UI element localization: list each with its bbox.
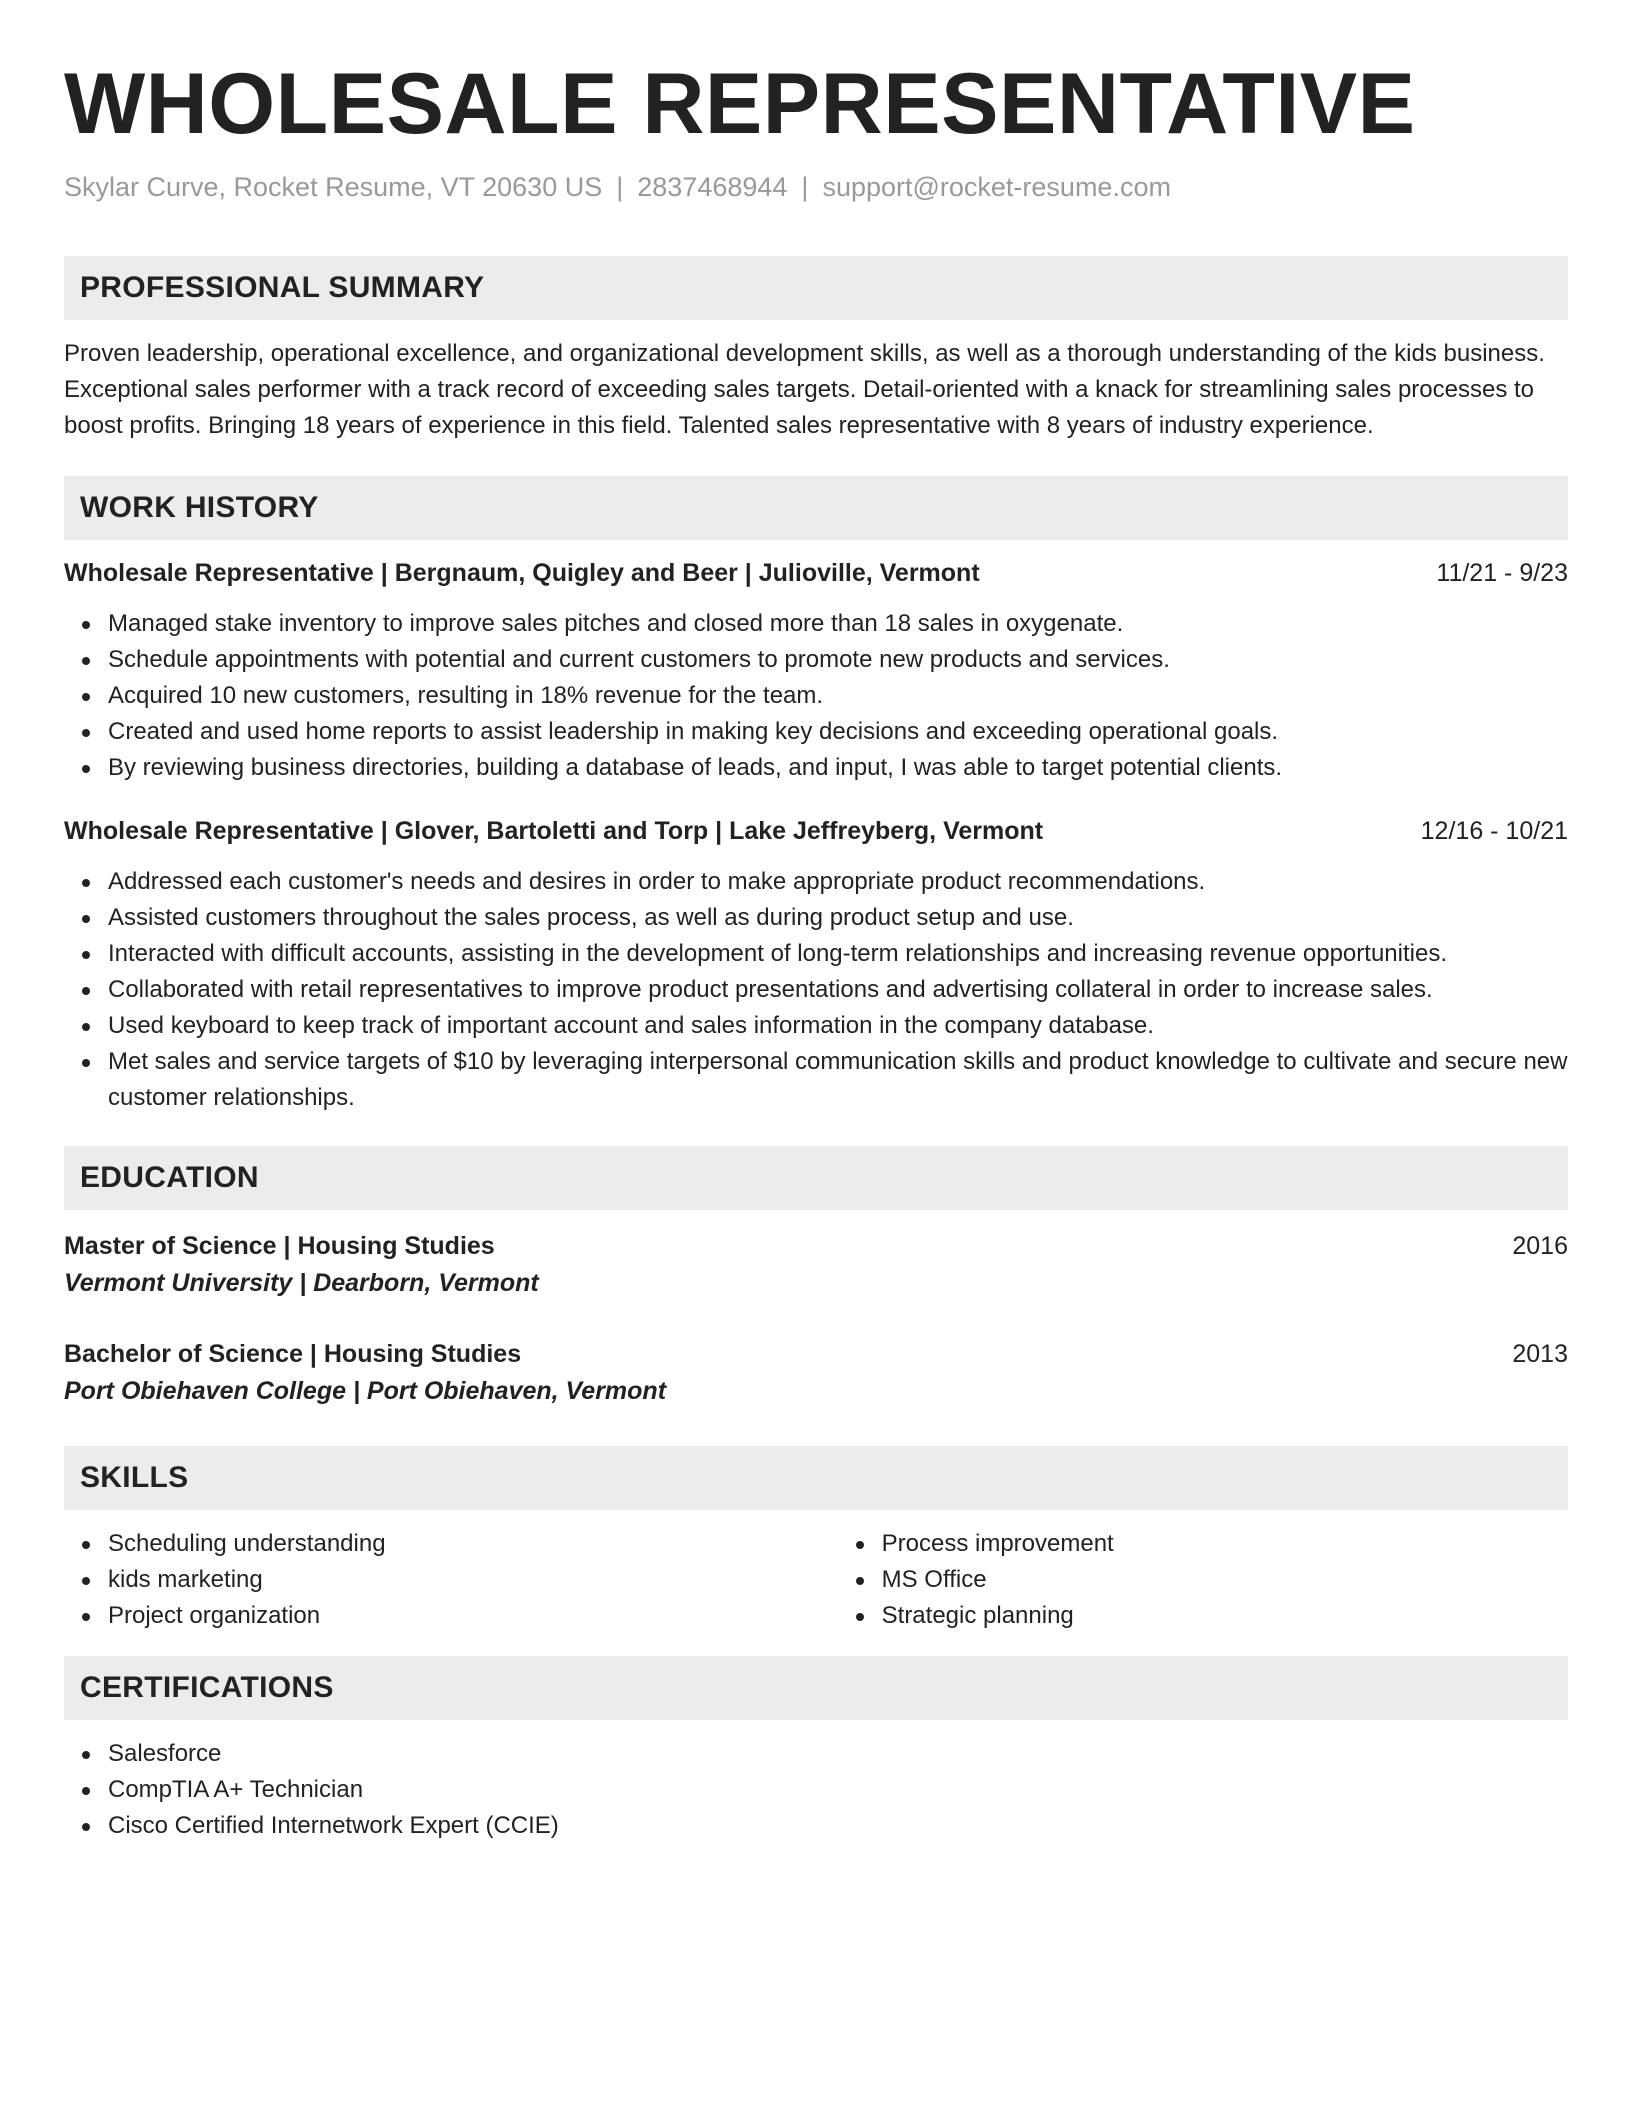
job-header — [64, 814, 1568, 848]
job-duty-item: By reviewing business directories, building a database of leads, and input, I was able to target potential clients. — [108, 750, 1568, 786]
section-heading-work-history: WORK HISTORY — [64, 476, 1568, 540]
skills-list-right — [838, 1526, 1568, 1634]
skills-grid — [64, 1526, 1568, 1634]
education-school: Vermont University | Dearborn, Vermont — [64, 1269, 539, 1297]
resume-name: WHOLESALE REPRESENTATIVE — [64, 56, 1416, 152]
section-heading-education: EDUCATION — [64, 1146, 1568, 1210]
summary-text: Proven leadership, operational excellence, and organizational development skills, as well as a thorough understanding of the kids business. Exceptional sales performer with a track record of exceeding sales targets. Detail-oriented with a knack for streamlining sales processes to boost profits. Bringing 18 years of experience in this field. Talented sales representative with 8 years of industry experience. — [64, 340, 1545, 439]
education-school: Port Obiehaven College | Port Obiehaven, Vermont — [64, 1377, 667, 1405]
contact-email: support@rocket-resume.com — [822, 172, 1171, 202]
section-heading-summary: PROFESSIONAL SUMMARY — [64, 256, 1568, 320]
skills-list-left — [64, 1526, 838, 1634]
certification-item: Cisco Certified Internetwork Expert (CCIE) — [108, 1808, 1568, 1844]
job-dates: 11/21 - 9/23 — [1436, 559, 1568, 587]
certification-item: Salesforce — [108, 1736, 1568, 1772]
contact-phone: 2837468944 — [637, 172, 788, 202]
education-year: 2016 — [1512, 1232, 1568, 1260]
education-degree: Bachelor of Science | Housing Studies — [64, 1340, 522, 1368]
certifications-list — [64, 1736, 1568, 1844]
section-heading-skills: SKILLS — [64, 1446, 1568, 1510]
job-duty-item: Used keyboard to keep track of important account and sales information in the company database. — [108, 1008, 1568, 1044]
contact-address: Skylar Curve, Rocket Resume, VT 20630 US — [64, 172, 603, 202]
job-duty-item: Managed stake inventory to improve sales pitches and closed more than 18 sales in oxygenate. — [108, 606, 1568, 642]
job-duty-item: Assisted customers throughout the sales process, as well as during product setup and use. — [108, 900, 1568, 936]
contact-separator: | — [801, 172, 809, 202]
job-title: Wholesale Representative | Glover, Bartoletti and Torp | Lake Jeffreyberg, Vermont — [64, 817, 1044, 845]
skill-item: Scheduling understanding — [108, 1526, 838, 1562]
education-entry-header — [64, 1336, 1568, 1372]
job-duty-item: Interacted with difficult accounts, assisting in the development of long-term relationships and increasing revenue opportunities. — [108, 936, 1568, 972]
job-duties-list — [64, 606, 1568, 786]
contact-separator: | — [616, 172, 624, 202]
job-header — [64, 556, 1568, 590]
job-dates: 12/16 - 10/21 — [1420, 817, 1568, 845]
job-duty-item: Met sales and service targets of $10 by leveraging interpersonal communication skills and product knowledge to cultivate and secure new customer relationships. — [108, 1044, 1568, 1116]
certification-item: CompTIA A+ Technician — [108, 1772, 1568, 1808]
job-title: Wholesale Representative | Bergnaum, Quigley and Beer | Julioville, Vermont — [64, 559, 980, 587]
skill-item: Project organization — [108, 1598, 838, 1634]
skill-item: kids marketing — [108, 1562, 838, 1598]
job-duty-item: Collaborated with retail representatives to improve product presentations and advertising collateral in order to increase sales. — [108, 972, 1568, 1008]
job-duty-item: Schedule appointments with potential and current customers to promote new products and services. — [108, 642, 1568, 678]
job-duties-list — [64, 864, 1568, 1116]
contact-line — [64, 170, 1568, 204]
education-entry-header — [64, 1228, 1568, 1264]
skill-item: Process improvement — [882, 1526, 1568, 1562]
job-duty-item: Created and used home reports to assist leadership in making key decisions and exceeding operational goals. — [108, 714, 1568, 750]
education-degree: Master of Science | Housing Studies — [64, 1232, 495, 1260]
resume-page — [64, 0, 1568, 1844]
skill-item: Strategic planning — [882, 1598, 1568, 1634]
education-year: 2013 — [1512, 1340, 1568, 1368]
section-heading-certifications: CERTIFICATIONS — [64, 1656, 1568, 1720]
job-duty-item: Addressed each customer's needs and desires in order to make appropriate product recommendations. — [108, 864, 1568, 900]
skill-item: MS Office — [882, 1562, 1568, 1598]
job-duty-item: Acquired 10 new customers, resulting in 18% revenue for the team. — [108, 678, 1568, 714]
